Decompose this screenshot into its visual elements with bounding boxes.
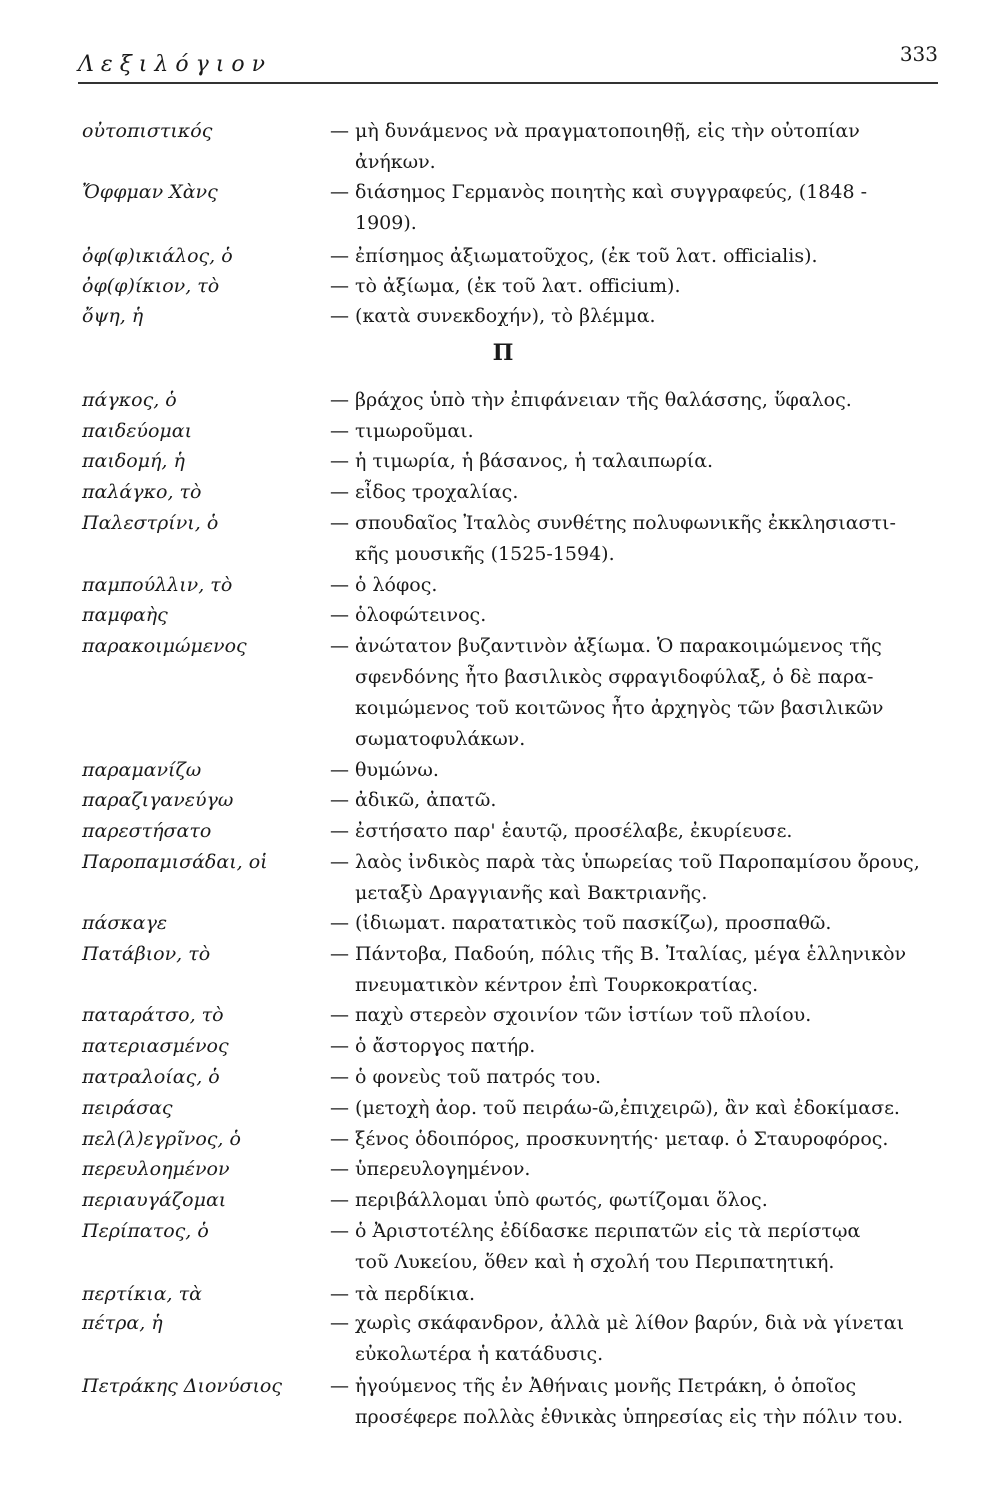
definition-line: — μὴ δυνάμενος νὰ πραγματοποιηθῇ, εἰς τὴν οὐτοπίαν [330,120,860,142]
entry-definition [330,755,960,786]
entry-term: Παροπαμισάδαι, οἱ [82,851,268,873]
definition-line: — ὁ λόφος. [330,574,438,596]
definition-line: σωματοφυλάκων. [355,728,526,750]
definition-line: — ξένος ὁδοιπόρος, προσκυνητής· μεταφ. ὁ Σταυροφόρος. [330,1128,889,1150]
definition-line: — (κατὰ συνεκδοχήν), τὸ βλέμμα. [330,305,656,327]
page-header [78,42,938,82]
definition-line: — ὁ Ἀριστοτέλης ἐδίδασκε περιπατῶν εἰς τὰ περίστῳα [330,1220,861,1242]
definition-line: — ὑπερευλογημένον. [330,1158,531,1180]
definition-line: εὐκολωτέρα ἡ κατάδυσις. [355,1343,604,1365]
definition-line: — ἡγούμενος τῆς ἐν Ἀθήναις μονῆς Πετράκη, ὁ ὁποῖος [330,1375,857,1397]
page-number: 333 [899,42,938,66]
entry-definition [330,631,960,755]
entry-definition [330,446,960,477]
definition-line: — λαὸς ἰνδικὸς παρὰ τὰς ὑπωρείας τοῦ Παροπαμίσου ὄρους, [330,851,920,873]
running-title: Λεξιλόγιον [78,52,273,77]
definition-line: σφενδόνης ἦτο βασιλικὸς σφραγιδοφύλαξ, ὁ δὲ παρα- [355,666,874,688]
entry-term: παραζιγανεύγω [82,789,234,811]
definition-line: — ὁλοφώτεινος. [330,604,487,626]
entry-definition [330,1371,960,1433]
entry-definition [330,1154,960,1185]
definition-line: — ἡ τιμωρία, ἡ βάσανος, ἡ ταλαιπωρία. [330,450,714,472]
entry-definition [330,1185,960,1216]
entry-term: Παλεστρίνι, ὁ [82,512,219,534]
entry-definition [330,1062,960,1093]
definition-line: πνευματικὸν κέντρον ἐπὶ Τουρκοκρατίας. [355,974,759,996]
entry-definition [330,785,960,816]
definition-line: — (ἰδιωματ. παρατατικὸς τοῦ πασκίζω), προσπαθῶ. [330,912,832,934]
entry-definition [330,600,960,631]
entry-term: πατραλοίας, ὁ [82,1066,220,1088]
entry-definition [330,847,960,909]
definition-line: — (μετοχὴ ἀορ. τοῦ πειράω-ῶ,ἐπιχειρῶ), ἂν καὶ ἐδοκίμασε. [330,1097,900,1119]
definition-line: κοιμώμενος τοῦ κοιτῶνος ἦτο ἀρχηγὸς τῶν βασιλικῶν [355,697,884,719]
entry-term: παραμανίζω [82,759,202,781]
header-rule [78,82,938,84]
entry-definition [330,301,960,332]
entry-term: Περίπατος, ὁ [82,1220,209,1242]
entry-term: παταράτσο, τὸ [82,1004,224,1026]
entry-term: Πετράκης Διονύσιος [82,1375,283,1397]
entry-definition [330,1000,960,1031]
entry-definition [330,1124,960,1155]
entry-definition [330,271,960,302]
definition-line: — ὁ φονεὺς τοῦ πατρός του. [330,1066,602,1088]
definition-line: — διάσημος Γερμανὸς ποιητὴς καὶ συγγραφεύς, (1848 - [330,181,868,203]
section-letter: Π [492,340,514,366]
entry-term: πάσκαγε [82,912,168,934]
entry-definition [330,1216,960,1278]
definition-line: κῆς μουσικῆς (1525-1594). [355,543,615,565]
definition-line: — σπουδαῖος Ἰταλὸς συνθέτης πολυφωνικῆς ἐκκλησιαστι- [330,512,896,534]
definition-line: — περιβάλλομαι ὑπὸ φωτός, φωτίζομαι ὅλος. [330,1189,768,1211]
entry-term: Πατάβιον, τὸ [82,943,211,965]
definition-line: προσέφερε πολλὰς ἐθνικὰς ὑπηρεσίας εἰς τὴν πόλιν του. [355,1406,904,1428]
entry-definition [330,508,960,570]
entry-definition [330,177,960,239]
entry-definition [330,1093,960,1124]
definition-line: — χωρὶς σκάφανδρον, ἀλλὰ μὲ λίθον βαρύν, διὰ νὰ γίνεται [330,1312,905,1334]
entry-term: παρεστήσατο [82,820,212,842]
entry-term: πέτρα, ἡ [82,1312,163,1334]
entry-term: ὀφ(φ)ίκιον, τὸ [82,275,220,297]
definition-line: — εἶδος τροχαλίας. [330,481,519,503]
definition-line: — Πάντοβα, Παδούη, πόλις τῆς Β. Ἰταλίας, μέγα ἑλληνικὸν [330,943,907,965]
entry-term: περτίκια, τὰ [82,1283,202,1305]
entry-term: πελ(λ)εγρῖνος, ὁ [82,1128,241,1150]
entry-term: Ὄφφμαν Χὰνς [82,181,218,203]
definition-line: — ὁ ἄστοργος πατήρ. [330,1035,536,1057]
entry-term: πάγκος, ὁ [82,389,177,411]
definition-line: — ἀνώτατον βυζαντινὸν ἀξίωμα. Ὁ παρακοιμώμενος τῆς [330,635,882,657]
entry-term: ὄψη, ἡ [82,305,144,327]
entry-definition [330,570,960,601]
entry-definition [330,116,960,178]
entry-definition [330,939,960,1001]
entry-term: παμπούλλιν, τὸ [82,574,233,596]
entry-term: πατεριασμένος [82,1035,229,1057]
entry-term: παλάγκο, τὸ [82,481,202,503]
entry-definition [330,1279,960,1310]
entry-term: πειράσας [82,1097,173,1119]
entry-definition [330,241,960,272]
definition-line: 1909). [355,212,417,234]
definition-line: τοῦ Λυκείου, ὅθεν καὶ ἡ σχολή του Περιπατητική. [355,1251,835,1273]
definition-line: μεταξὺ Δραγγιανῆς καὶ Βακτριανῆς. [355,882,708,904]
entry-term: παρακοιμώμενος [82,635,247,657]
entry-definition [330,1031,960,1062]
definition-line: — βράχος ὑπὸ τὴν ἐπιφάνειαν τῆς θαλάσσης, ὕφαλος. [330,389,852,411]
definition-line: — τὰ περδίκια. [330,1283,476,1305]
definition-line: — θυμώνω. [330,759,439,781]
definition-line: — ἐστήσατο παρ' ἑαυτῷ, προσέλαβε, ἐκυρίευσε. [330,820,793,842]
definition-line: — τὸ ἀξίωμα, (ἐκ τοῦ λατ. officium). [330,275,681,297]
entry-term: παμφαὴς [82,604,168,626]
entry-term: περευλοημένον [82,1158,230,1180]
entry-term: παιδεύομαι [82,420,193,442]
entry-term: οὐτοπιστικός [82,120,213,142]
definition-line: — τιμωροῦμαι. [330,420,474,442]
entry-term: παιδομή, ἡ [82,450,185,472]
entry-definition [330,385,960,416]
entry-definition [330,908,960,939]
entry-term: περιαυγάζομαι [82,1189,227,1211]
definition-line: — ἀδικῶ, ἀπατῶ. [330,789,497,811]
definition-line: — παχὺ στερεὸν σχοινίον τῶν ἱστίων τοῦ πλοίου. [330,1004,812,1026]
definition-line: ἀνήκων. [355,151,436,173]
definition-line: — ἐπίσημος ἀξιωματοῦχος, (ἐκ τοῦ λατ. officialis). [330,245,818,267]
entry-definition [330,1308,960,1370]
entry-definition [330,477,960,508]
entry-definition [330,416,960,447]
entry-term: ὀφ(φ)ικιάλος, ὁ [82,245,233,267]
entry-definition [330,816,960,847]
